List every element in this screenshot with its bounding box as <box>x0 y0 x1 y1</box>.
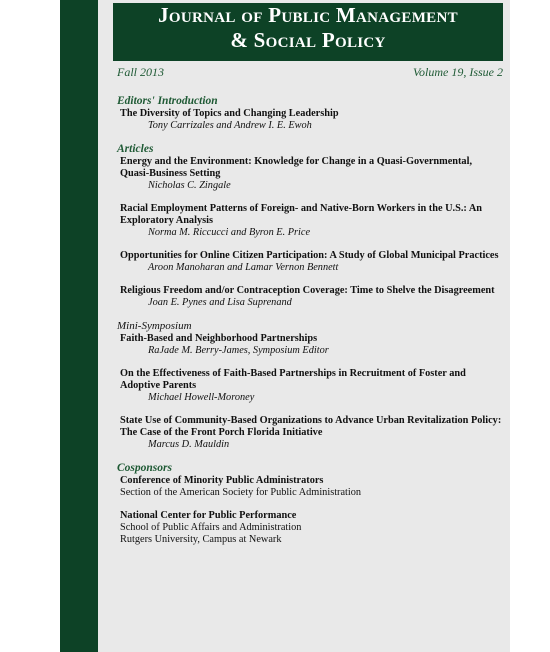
entry-authors: Michael Howell-Moroney <box>148 392 255 403</box>
symposium-entry <box>117 368 502 404</box>
journal-title-line-2: & Social Policy <box>230 28 386 52</box>
editors-intro-heading: Editors' Introduction <box>117 95 218 107</box>
article-entry <box>117 250 502 274</box>
entry-authors: RaJade M. Berry-James, Symposium Editor <box>148 345 329 356</box>
article-entry <box>117 285 502 309</box>
green-spine-band <box>60 0 98 652</box>
entry-title: Energy and the Environment: Knowledge for Change in a Quasi-Governmental, Quasi-Business Setting <box>120 156 473 179</box>
entry-authors: Marcus D. Mauldin <box>148 439 230 450</box>
entry-authors: Joan E. Pynes and Lisa Suprenand <box>148 297 292 308</box>
entry-title: On the Effectiveness of Faith-Based Partnerships in Recruitment of Foster and Adoptive Parents <box>120 368 466 391</box>
articles-heading: Articles <box>117 143 154 155</box>
symposium-entry <box>117 333 502 357</box>
entry-authors: Nicholas C. Zingale <box>148 180 231 191</box>
cosponsor-detail: School of Public Affairs and Administration <box>120 522 302 533</box>
table-of-contents <box>117 95 502 557</box>
journal-title-line-1: Journal of Public Management <box>158 3 458 27</box>
issue-line <box>117 65 503 80</box>
cosponsor-detail: Rutgers University, Campus at Newark <box>120 534 282 545</box>
cosponsors-heading: Cosponsors <box>117 462 172 474</box>
article-entry <box>117 156 502 192</box>
entry-authors: Tony Carrizales and Andrew I. E. Ewoh <box>148 120 312 131</box>
issue-volume: Volume 19, Issue 2 <box>413 65 503 79</box>
cosponsor-name: National Center for Public Performance <box>120 510 297 521</box>
entry-title: Opportunities for Online Citizen Participation: A Study of Global Municipal Practices <box>120 250 499 261</box>
entry-title: Racial Employment Patterns of Foreign- and Native-Born Workers in the U.S.: An Exploratory Analysis <box>120 203 482 226</box>
issue-date: Fall 2013 <box>117 65 164 79</box>
entry-authors: Norma M. Riccucci and Byron E. Price <box>148 227 311 238</box>
entry-title: The Diversity of Topics and Changing Leadership <box>120 108 339 119</box>
editors-intro-entry <box>117 108 502 132</box>
entry-title: Faith-Based and Neighborhood Partnerships <box>120 333 318 344</box>
masthead <box>113 3 503 61</box>
symposium-entry <box>117 415 502 451</box>
entry-title: State Use of Community-Based Organizations to Advance Urban Revitalization Policy: The Case of the Front Porch Florida Initiative <box>120 415 502 438</box>
article-entry <box>117 203 502 239</box>
cosponsor-entry <box>117 475 502 499</box>
entry-title: Religious Freedom and/or Contraception Coverage: Time to Shelve the Disagreement <box>120 285 495 296</box>
cosponsor-name: Conference of Minority Public Administrators <box>120 475 324 486</box>
mini-symposium-heading: Mini-Symposium <box>117 320 192 332</box>
cosponsor-detail: Section of the American Society for Public Administration <box>120 487 362 498</box>
cosponsor-entry <box>117 510 502 546</box>
entry-authors: Aroon Manoharan and Lamar Vernon Bennett <box>148 262 339 273</box>
